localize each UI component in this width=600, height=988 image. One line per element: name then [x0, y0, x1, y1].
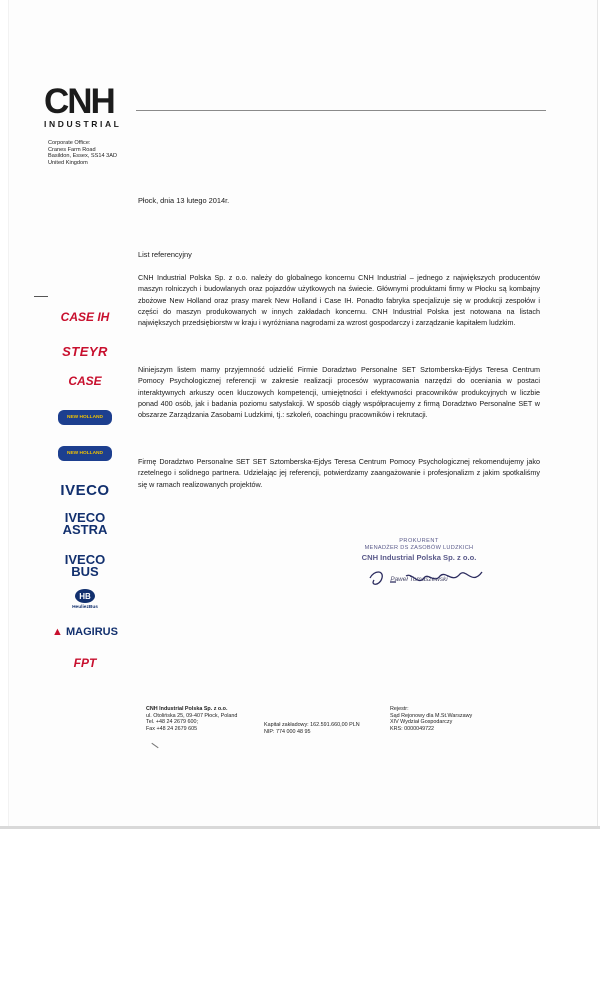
paragraph-3: Firmę Doradztwo Personalne SET SET Sztomberska-Ejdys Teresa Centrum Pomocy Psychologicznej rekomendujemy jako rzetelnego i solidnego partnera. Udzielając jej referencji, potwierdzamy zaangażowanie i profesjonalizm z jakim spotkaliśmy się w ramach realizowanych projektów. — [138, 457, 540, 489]
svg-text:HB: HB — [79, 592, 91, 601]
paragraph-1: CNH Industrial Polska Sp. z o.o. należy do globalnego koncernu CNH Industrial – jednego z największych producentów maszyn rolniczych i budowlanych oraz pojazdów użytkowych na świecie. Głównymi produktami firmy w Płocku są kombajny zbożowe New Holland oraz prasy marek New Holland i Case IH. Ponadto fabryka specjalizuje się w produkcji zespołów i części do maszyn produkowanych w innych zakładach koncernu. CNH Industrial Polska jest notowana na listach największych przedsiębiorstw w kraju i wyróżniana nagrodami za wzrost gospodarczy i zarządzanie kapitałem ludzkim. — [138, 273, 540, 328]
case-ih-logo: CASE IH — [60, 310, 110, 324]
footer-address — [146, 706, 237, 732]
footer-registry-title: Rejestr: — [390, 706, 409, 712]
heuliez-emblem-icon — [74, 588, 96, 604]
stamp-title: PROKURENT — [399, 538, 439, 544]
corp-line: United Kingdom — [48, 159, 88, 166]
stamp-role: MENADŻER DS ZASOBÓW LUDZKICH — [364, 545, 474, 551]
case-logo: CASE — [68, 374, 102, 388]
magirus-emblem-icon: ▲ — [52, 626, 63, 638]
footer-tel: Tel. +48 24 2679 600; — [146, 719, 199, 726]
corp-line: Corporate Office: — [48, 140, 91, 146]
letter-date: Płock, dnia 13 lutego 2014r. — [138, 196, 230, 205]
iveco-bus-logo: IVECO BUS — [64, 552, 106, 579]
stamp-company: CNH Industrial Polska Sp. z o.o. — [361, 553, 477, 562]
letter-heading: List referencyjny — [138, 250, 192, 259]
footer-nip: NIP: 774 000 48 95 — [264, 728, 311, 735]
footer-company: CNH Industrial Polska Sp. z o.o. — [146, 706, 228, 712]
fpt-logo: FPT — [73, 656, 97, 670]
corp-line: Cranes Farm Road — [48, 146, 96, 153]
new-holland-construction-logo: NEW HOLLAND — [58, 446, 112, 461]
handwritten-signature — [362, 564, 492, 590]
new-holland-agriculture-logo: NEW HOLLAND — [58, 410, 112, 425]
corp-line: Basildon, Essex, SS14 3AD — [48, 153, 118, 160]
footer-capital — [264, 722, 360, 735]
scan-edge — [0, 826, 600, 829]
fold-mark — [34, 296, 48, 297]
footer-court: Sąd Rejonowy dla M.St.Warszawy — [390, 712, 473, 719]
magirus-label: MAGIRUS — [66, 626, 118, 638]
footer-registry — [390, 706, 472, 732]
footer-division: XIV Wydział Gospodarczy — [390, 719, 453, 726]
iveco-astra-logo: IVECO ASTRA — [62, 510, 108, 537]
stamp-name: Paweł Tomaszewski — [390, 576, 448, 583]
paragraph-2: Niniejszym listem mamy przyjemność udzielić Firmie Doradztwo Personalne SET Sztomberska-Ejdys Teresa Centrum Pomocy Psychologicznej referencji w zakresie realizacji procesów wypracowania narzędzi do oceniania w postaci interaktywnych arkuszy ocen kluczowych kompetencji, umiejętności i efektywności pracowników produkcyjnych w liczbie ponad 400 osób, jak i badania poziomu satysfakcji. W sposób ciągły współpracujemy z firmą Doradztwo Personalne SET w obszarze Zarządzania Zasobami Ludzkimi, tj.: szkoleń, coachingu pracowników i rekrutacji. — [138, 365, 540, 420]
footer-fax: Fax +48 24 2679 605 — [146, 725, 198, 732]
heuliez-label: HeuliezBus — [72, 605, 98, 610]
footer-capital-line: Kapitał zakładowy: 162.591.660,00 PLN — [264, 722, 360, 728]
header-rule — [136, 110, 546, 111]
iveco-logo: IVECO — [60, 482, 110, 499]
logo-sub: INDUSTRIAL — [44, 119, 122, 129]
cnh-industrial-logo — [44, 82, 124, 129]
footer-street: ul. Otolińska 25, 09-407 Płock, Poland — [146, 712, 238, 719]
heuliez-bus-logo — [50, 588, 120, 610]
steyr-logo: STEYR — [62, 344, 108, 359]
corporate-office — [48, 140, 117, 166]
footer-krs: KRS: 0000049722 — [390, 725, 435, 732]
logo-main: CNH — [44, 82, 114, 121]
magirus-logo — [50, 626, 120, 638]
